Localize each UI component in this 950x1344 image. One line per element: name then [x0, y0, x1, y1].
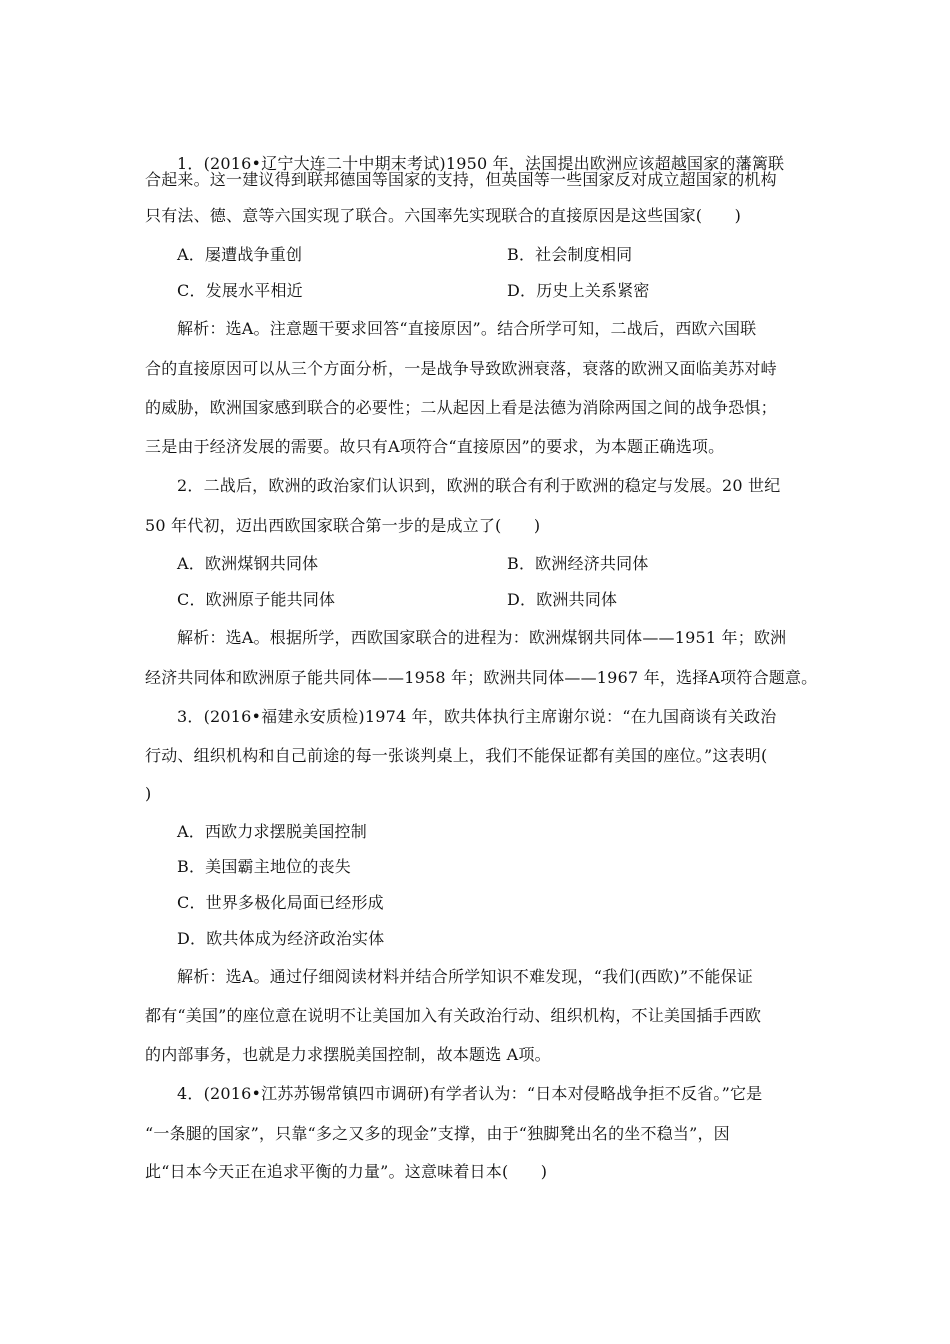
q1-stem-line-2: 合起来。这一建议得到联邦德国等国家的支持，但英国等一些国家反对成立超国家的机构	[145, 170, 777, 189]
q1-analysis-line-1: 解析：选A。注意题干要求回答“直接原因”。结合所学可知，二战后，西欧六国联	[177, 319, 757, 338]
q3-option-a: A．西欧力求摆脱美国控制	[177, 822, 367, 841]
q1-stem-line-1: 1．(2016•辽宁大连二十中期末考试)1950 年，法国提出欧洲应该超越国家的藩篱联	[177, 154, 785, 173]
q3-stem-line-3: )	[145, 784, 152, 803]
q1-option-a: A．屡遭战争重创	[177, 245, 303, 264]
q4-stem-line-2: “一条腿的国家”，只靠“多之又多的现金”支撑，由于“独脚凳出名的坐不稳当”，因	[145, 1124, 730, 1143]
q3-option-c: C．世界多极化局面已经形成	[177, 893, 384, 912]
q3-option-d: D．欧共体成为经济政治实体	[177, 929, 385, 948]
q3-analysis-line-2: 都有“美国”的座位意在说明不让美国加入有关政治行动、组织机构，不让美国插手西欧	[145, 1006, 762, 1025]
q1-option-b: B．社会制度相同	[507, 245, 633, 264]
q1-option-d: D．历史上关系紧密	[507, 281, 650, 300]
q4-stem-line-1: 4．(2016•江苏苏锡常镇四市调研)有学者认为：“日本对侵略战争拒不反省。”它是	[177, 1084, 763, 1103]
q3-stem-line-1: 3．(2016•福建永安质检)1974 年，欧共体执行主席谢尔说：“在九国商谈有关政治	[177, 707, 777, 726]
q3-stem-line-2: 行动、组织机构和自己前途的每一张谈判桌上，我们不能保证都有美国的座位。”这表明(	[145, 746, 768, 765]
q1-stem-line-3: 只有法、德、意等六国实现了联合。六国率先实现联合的直接原因是这些国家( )	[145, 206, 742, 225]
q1-analysis-line-4: 三是由于经济发展的需要。故只有A项符合“直接原因”的要求，为本题正确选项。	[145, 437, 725, 456]
q4-stem-line-3: 此“日本今天正在追求平衡的力量”。这意味着日本( )	[145, 1162, 548, 1181]
q1-option-c: C．发展水平相近	[177, 281, 303, 300]
q2-stem-line-1: 2．二战后，欧洲的政治家们认识到，欧洲的联合有利于欧洲的稳定与发展。20 世纪	[177, 476, 781, 495]
q2-option-c: C．欧洲原子能共同体	[177, 590, 336, 609]
q3-analysis-line-1: 解析：选A。通过仔细阅读材料并结合所学知识不难发现，“我们(西欧)”不能保证	[177, 967, 753, 986]
q2-option-d: D．欧洲共同体	[507, 590, 618, 609]
q1-analysis-line-2: 合的直接原因可以从三个方面分析，一是战争导致欧洲衰落，衰落的欧洲又面临美苏对峙	[145, 359, 777, 378]
q2-stem-line-2: 50 年代初，迈出西欧国家联合第一步的是成立了( )	[145, 516, 541, 535]
q2-option-a: A．欧洲煤钢共同体	[177, 554, 319, 573]
q2-option-b: B．欧洲经济共同体	[507, 554, 649, 573]
q2-analysis-line-2: 经济共同体和欧洲原子能共同体——1958 年；欧洲共同体——1967 年，选择A项符合题意。	[145, 668, 818, 687]
q3-option-b: B．美国霸主地位的丧失	[177, 857, 351, 876]
q3-analysis-line-3: 的内部事务，也就是力求摆脱美国控制，故本题选 A项。	[145, 1045, 551, 1064]
q1-analysis-line-3: 的威胁，欧洲国家感到联合的必要性；二从起因上看是法德为消除两国之间的战争恐惧；	[145, 398, 777, 417]
q2-analysis-line-1: 解析：选A。根据所学，西欧国家联合的进程为：欧洲煤钢共同体——1951 年；欧洲	[177, 628, 787, 647]
